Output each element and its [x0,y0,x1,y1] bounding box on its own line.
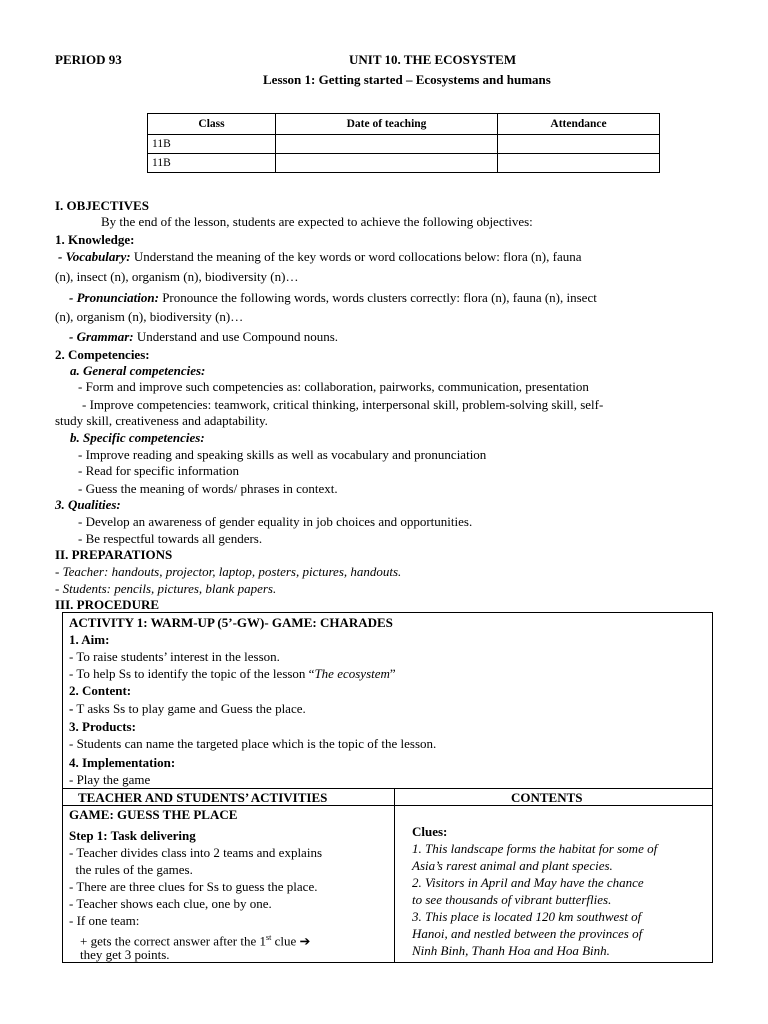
products-item: - Students can name the targeted place which is the topic of the lesson. [69,736,437,751]
preparations-students: - Students: pencils, pictures, blank papers. [55,581,277,596]
clue-line: 2. Visitors in April and May have the chance [412,875,644,890]
specific-competencies-heading: b. Specific competencies: [70,430,205,445]
pronunciation-label: - Pronunciation: [69,290,159,305]
game-title: GAME: GUESS THE PLACE [69,807,238,822]
knowledge-heading: 1. Knowledge: [55,232,135,247]
activity-title: ACTIVITY 1: WARM-UP (5’-GW)- GAME: CHARADES [69,615,393,630]
grammar-text: Understand and use Compound nouns. [133,329,339,344]
aim-quote: ” [389,666,396,681]
aim-topic: The ecosystem [314,666,390,681]
step-item: the rules of the games. [69,862,193,877]
content-dash: - [69,701,74,716]
clue-line: Ninh Binh, Thanh Hoa and Hoa Binh. [412,943,610,958]
aim-item [69,665,396,682]
general-competency-2: - Improve competencies: teamwork, critical thinking, interpersonal skill, problem-solving skill, self- [82,397,604,412]
step-item: - If one team: [69,913,140,928]
aim-text: - To help Ss to identify the topic of the lesson “ [69,666,315,681]
implementation-item: - Play the game [69,772,151,787]
clue-line: Hanoi, and nestled between the provinces of [412,926,643,941]
column-divider [394,788,395,963]
table-row [148,135,660,154]
unit-title: UNIT 10. THE ECOSYSTEM [349,52,517,67]
clue-line: Asia’s rarest animal and plant species. [412,858,613,873]
specific-competency-2: - Read for specific information [78,463,239,478]
content-heading: 2. Content: [69,683,132,698]
cell-date [276,154,498,173]
objectives-intro: By the end of the lesson, students are expected to achieve the following objectives: [101,214,533,229]
col-date: Date of teaching [276,114,498,135]
col-class: Class [148,114,276,135]
general-competency-2-cont: study skill, creativeness and adaptability. [55,413,268,428]
step-item: - Teacher shows each clue, one by one. [69,896,272,911]
step-item: - There are three clues for Ss to guess the place. [69,879,318,894]
attendance-table [147,113,660,173]
col-attendance: Attendance [498,114,660,135]
qualities-heading: 3. Qualities: [55,497,121,512]
pronunciation-line-2: (n), organism (n), biodiversity (n)… [55,309,244,324]
cell-date [276,135,498,154]
specific-competency-1: - Improve reading and speaking skills as well as vocabulary and pronunciation [78,447,487,462]
content-item [69,700,306,717]
objectives-heading: I. OBJECTIVES [55,198,149,213]
vocabulary-line [58,248,582,265]
products-heading: 3. Products: [69,719,136,734]
general-competency-1: - Form and improve such competencies as: collaboration, pairworks, communication, presentation [78,379,589,394]
specific-competency-3: - Guess the meaning of words/ phrases in context. [78,481,338,496]
step-heading: Step 1: Task delivering [69,828,196,843]
period-label: PERIOD 93 [55,52,122,67]
points-text: + gets the correct answer after the 1 [80,933,266,949]
column-header-activities: TEACHER AND STUDENTS’ ACTIVITIES [78,790,328,805]
implementation-heading: 4. Implementation: [69,755,176,770]
cell-class: 11B [148,154,276,173]
vocabulary-label: - Vocabulary: [58,249,131,264]
step-item: - Teacher divides class into 2 teams and explains [69,845,322,860]
preparations-teacher: - Teacher: handouts, projector, laptop, posters, pictures, handouts. [55,564,402,579]
grammar-line [69,328,338,345]
quality-2: - Be respectful towards all genders. [78,531,263,546]
preparations-heading: II. PREPARATIONS [55,547,173,562]
vocabulary-text: Understand the meaning of the key words or word collocations below: flora (n), fauna [130,249,582,264]
general-competencies-heading: a. General competencies: [70,363,206,378]
table-header-row [148,114,660,135]
cell-attendance [498,154,660,173]
pronunciation-line [69,289,597,306]
aim-heading: 1. Aim: [69,632,110,647]
grammar-label: - Grammar: [69,329,134,344]
lesson-title: Lesson 1: Getting started – Ecosystems and humans [263,72,551,87]
cell-attendance [498,135,660,154]
cell-class: 11B [148,135,276,154]
competencies-heading: 2. Competencies: [55,347,150,362]
step-item: they get 3 points. [80,947,170,962]
aim-item: - To raise students’ interest in the lesson. [69,649,280,664]
vocabulary-line-2: (n), insect (n), organism (n), biodiversity (n)… [55,269,299,284]
procedure-heading: III. PROCEDURE [55,597,160,612]
quality-1: - Develop an awareness of gender equality in job choices and opportunities. [78,514,473,529]
clues-heading: Clues: [412,824,448,839]
clue-line: 1. This landscape forms the habitat for some of [412,841,658,856]
column-header-contents: CONTENTS [511,790,583,805]
content-text: T asks Ss to play game and Guess the place. [73,701,306,716]
clue-line: to see thousands of vibrant butterflies. [412,892,612,907]
pronunciation-text: Pronounce the following words, words clusters correctly: flora (n), fauna (n), insect [158,290,597,305]
points-arrow: clue ➔ [271,933,311,949]
points-superscript: st [266,933,272,942]
table-row [148,154,660,173]
clue-line: 3. This place is located 120 km southwest of [412,909,642,924]
